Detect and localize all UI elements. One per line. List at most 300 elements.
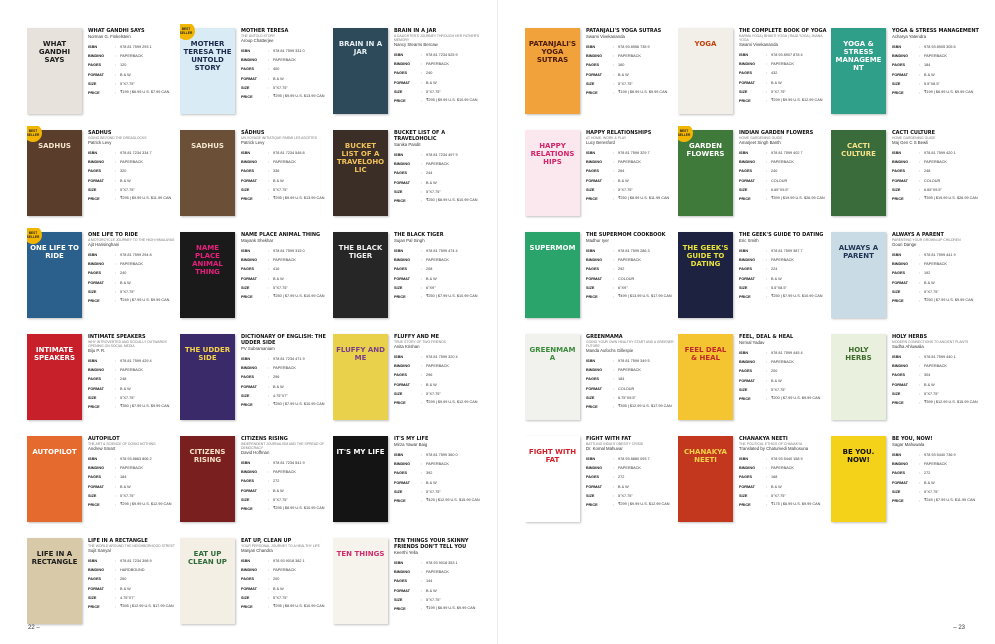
book-title: PATANJALI'S YOGA SUTRAS [586, 28, 662, 34]
spec-colon: : [115, 568, 117, 573]
book-entry [678, 432, 828, 532]
spec-label: ISBN [739, 351, 749, 355]
spec-value: 5"X7.75" [426, 489, 441, 494]
spec-colon: : [115, 72, 117, 77]
spec-label: FORMAT [241, 178, 257, 183]
cover-title: NAME PLACE ANIMAL THING [192, 244, 223, 276]
spec-colon: : [766, 276, 768, 281]
spec-binding [241, 364, 330, 373]
spec-price [241, 195, 330, 204]
spec-label: ISBN [739, 457, 749, 461]
spec-size [739, 386, 828, 395]
spec-label: ISBN [394, 453, 404, 457]
spec-colon: : [613, 258, 615, 263]
spec-colon: : [115, 299, 117, 304]
spec-label: FORMAT [394, 276, 410, 281]
book-title: IT'S MY LIFE [394, 436, 429, 442]
spec-value: 5"X7.75" [273, 85, 288, 90]
spec-colon: : [766, 53, 768, 57]
book-author: Aroup Chatterjee [241, 38, 274, 43]
book-cover [525, 436, 580, 522]
spec-format [394, 179, 483, 188]
spec-size [892, 288, 981, 297]
spec-label: SIZE [892, 81, 901, 86]
spec-label: BINDING [394, 364, 411, 369]
spec-colon: : [919, 197, 921, 202]
spec-value: 240 [771, 169, 778, 174]
spec-label: PAGES [241, 169, 255, 174]
book-info [82, 534, 177, 634]
book-title: CACTI CULTURE [892, 130, 936, 136]
spec-label: ISBN [394, 355, 404, 359]
spec-colon: : [268, 160, 270, 165]
spec-colon: : [613, 377, 615, 382]
cover-title: FIGHT WITH FAT [528, 448, 577, 464]
spec-price [394, 293, 483, 302]
spec-value: 224 [771, 267, 778, 272]
book-cover [180, 28, 235, 114]
book-author: Madhur Iyer [586, 238, 609, 243]
spec-colon: : [919, 471, 921, 476]
spec-colon: : [766, 187, 768, 192]
spec-colon: : [421, 373, 423, 378]
spec-price [739, 97, 828, 106]
book-entry [27, 534, 177, 634]
book-cover [180, 130, 235, 216]
spec-value: B & W [273, 488, 284, 493]
spec-pages [394, 469, 483, 478]
spec-label: PAGES [739, 369, 753, 374]
spec-isbn [892, 43, 981, 52]
spec-colon: : [766, 378, 768, 383]
cover-title: AUTOPILOT [32, 448, 77, 456]
spec-pages [739, 69, 828, 78]
spec-binding [586, 366, 675, 375]
book-entry [525, 126, 675, 226]
spec-value: 272 [273, 479, 280, 484]
spec-value: 160 [618, 63, 625, 68]
spec-binding [394, 362, 483, 371]
spec-label: PRICE [241, 295, 253, 300]
spec-value: ₹250 | $8.99 U.S. $11.99 CAN [618, 195, 670, 200]
spec-value: 978 93 8907 878 4 [771, 53, 803, 57]
spec-value: PAPERBACK [924, 160, 947, 165]
spec-value: ₹250 | $7.99 U.S. $9.99 CAN [924, 297, 974, 302]
spec-price [394, 97, 483, 106]
book-title: HOLY HERBS [892, 334, 928, 340]
spec-label: SIZE [394, 89, 403, 94]
spec-value: PAPERBACK [771, 258, 794, 263]
book-info [82, 228, 177, 328]
spec-value: 978 93 8905 305 6 [924, 45, 956, 49]
book-title: LIFE IN A RECTANGLE [88, 538, 148, 544]
spec-value: ₹250 | $7.99 U.S. $10.99 CAN [273, 293, 325, 298]
spec-label: FORMAT [394, 480, 410, 485]
spec-label: ISBN [241, 49, 251, 53]
spec-pages [586, 61, 675, 70]
spec-label: BINDING [739, 62, 756, 67]
spec-value: 272 [618, 475, 625, 480]
spec-colon: : [766, 197, 768, 202]
spec-colon: : [268, 197, 270, 202]
spec-colon: : [268, 403, 270, 408]
book-info [886, 126, 981, 226]
book-info [82, 432, 177, 532]
spec-value: COLOUR [771, 178, 788, 183]
spec-label: BINDING [892, 462, 909, 467]
spec-pages [241, 65, 330, 74]
spec-format [241, 177, 330, 186]
best-seller-badge: BEST SELLER [180, 24, 195, 40]
book-info [886, 228, 981, 328]
spec-price [739, 293, 828, 302]
spec-value: PAPERBACK [618, 258, 641, 263]
spec-isbn [892, 353, 981, 362]
book-cover [831, 436, 886, 522]
spec-label: PRICE [241, 95, 253, 100]
book-entry [831, 126, 981, 226]
spec-colon: : [766, 160, 768, 165]
spec-format [586, 177, 675, 186]
spec-value: 978 81 7599 294 8 [120, 253, 152, 257]
spec-value: ₹200 | $7.99 U.S. $9.99 CAN [771, 395, 821, 400]
spec-colon: : [766, 493, 768, 498]
spec-colon: : [268, 267, 270, 272]
spec-value: 320 [120, 169, 127, 174]
spec-format [88, 71, 177, 80]
book-info [388, 24, 483, 124]
spec-label: SIZE [586, 395, 595, 400]
spec-label: PRICE [586, 295, 598, 300]
spec-pages [241, 575, 330, 584]
spec-price [586, 501, 675, 510]
book-author: Maj Gen C S Bewli [892, 140, 929, 145]
spec-isbn [394, 353, 483, 362]
spec-label: FORMAT [586, 386, 602, 391]
spec-value: 6"X9" [426, 285, 436, 290]
book-entry [333, 534, 483, 634]
spec-value: ₹250 | $8.99 U.S. $10.99 CAN [426, 197, 478, 202]
book-subtitle: GOING YOUR OWN HEALTHY START AND A GREENER FUTURE [586, 340, 674, 348]
spec-colon: : [613, 197, 615, 202]
spec-colon: : [919, 81, 921, 86]
spec-label: PAGES [88, 63, 102, 68]
spec-value: 296 [273, 375, 280, 380]
spec-binding [88, 158, 177, 167]
spec-size [88, 594, 177, 603]
spec-colon: : [613, 359, 615, 363]
spec-colon: : [919, 289, 921, 294]
book-title: GREENMAMA [586, 334, 623, 340]
cover-title: GARDEN FLOWERS [686, 142, 725, 158]
spec-price [892, 399, 981, 408]
book-cover [333, 28, 388, 114]
spec-value: ₹250 | $7.99 U.S. $10.99 CAN [771, 293, 823, 298]
book-cover [525, 130, 580, 216]
book-title: ONE LIFE TO RIDE [88, 232, 138, 238]
spec-colon: : [919, 253, 921, 257]
spec-label: ISBN [892, 355, 902, 359]
spec-colon: : [766, 285, 768, 290]
spec-pages [88, 167, 177, 176]
book-author: Dr. Komal Mahuvar [586, 446, 623, 451]
spec-format [394, 381, 483, 390]
cover-title: INTIMATE SPEAKERS [33, 346, 75, 362]
spec-pages [394, 69, 483, 78]
spec-value: 184 [120, 475, 127, 480]
spec-value: ₹299 | $9.99 U.S. $12.99 CAN [618, 501, 670, 506]
spec-pages [892, 469, 981, 478]
spec-label: FORMAT [892, 178, 908, 183]
spec-binding [241, 256, 330, 265]
spec-value: PAPERBACK [426, 364, 449, 369]
spec-pages [88, 473, 177, 482]
spec-colon: : [613, 493, 615, 498]
spec-label: ISBN [892, 453, 902, 457]
spec-colon: : [766, 99, 768, 104]
spec-size [241, 284, 330, 293]
spec-label: ISBN [88, 559, 98, 563]
book-title: BRAIN IN A JAR [394, 28, 437, 34]
spec-value: ₹299 | $9.99 U.S. $12.99 CAN [771, 97, 823, 102]
cover-title: HAPPY RELATIONSHIPS [530, 142, 575, 166]
spec-value: ₹295 | $8.99 U.S. $10.99 CAN [273, 603, 325, 608]
book-subtitle: PARENTING YOUR GROWN-UP CHILDREN [892, 238, 961, 242]
spec-colon: : [115, 386, 117, 391]
spec-format [739, 79, 828, 88]
spec-value: 4.75"X7" [120, 595, 135, 600]
spec-label: PAGES [88, 377, 102, 382]
spec-colon: : [421, 489, 423, 494]
spec-colon: : [115, 405, 117, 410]
spec-size [394, 188, 483, 197]
book-entry [27, 126, 177, 226]
spec-colon: : [766, 466, 768, 471]
spec-label: PAGES [892, 169, 906, 174]
spec-value: B & W [273, 276, 284, 281]
spec-binding [586, 158, 675, 167]
spec-colon: : [766, 475, 768, 480]
spec-value: PAPERBACK [771, 360, 794, 365]
spec-size [88, 288, 177, 297]
spec-label: PAGES [892, 373, 906, 378]
spec-isbn [739, 149, 828, 158]
spec-isbn [241, 47, 330, 56]
spec-label: FORMAT [88, 386, 104, 391]
spec-binding [88, 366, 177, 375]
book-author: Nirmal Yadav [739, 340, 765, 345]
spec-label: SIZE [892, 489, 901, 494]
cover-title: TEN THINGS [336, 550, 385, 558]
spec-value: ₹250 | $7.99 U.S. $10.99 CAN [273, 401, 325, 406]
spec-format [394, 79, 483, 88]
spec-value: B & W [924, 280, 935, 285]
spec-value: PAPERBACK [618, 54, 641, 59]
spec-colon: : [268, 178, 270, 183]
spec-colon: : [919, 160, 921, 165]
book-title: TEN THINGS YOUR SKINNY FRIENDS DON'T TELL YOU [394, 538, 469, 550]
spec-price [394, 399, 483, 408]
book-entry [525, 432, 675, 532]
spec-label: BINDING [739, 466, 756, 471]
spec-pages [739, 265, 828, 274]
book-author: Norman G. Finkelstein [88, 34, 131, 39]
spec-label: PRICE [88, 605, 100, 610]
spec-value: ₹295 | $9.99 U.S. $13.99 CAN [273, 93, 325, 98]
spec-label: PRICE [394, 607, 406, 612]
spec-colon: : [268, 461, 270, 465]
spec-colon: : [613, 178, 615, 183]
spec-colon: : [613, 295, 615, 300]
spec-colon: : [421, 62, 423, 67]
spec-value: 978 81 7599 286 3 [618, 249, 650, 253]
spec-value: B & W [924, 72, 935, 77]
spec-colon: : [268, 276, 270, 281]
book-entry [678, 228, 828, 328]
spec-label: BINDING [586, 258, 603, 263]
book-cover [678, 436, 733, 522]
spec-colon: : [268, 605, 270, 610]
spec-label: SIZE [394, 391, 403, 396]
spec-colon: : [919, 373, 921, 378]
spec-label: SIZE [739, 493, 748, 498]
spec-value: ₹199 | $6.99 U.S. $9.99 CAN [618, 89, 668, 94]
spec-value: 5.5"X8.5" [771, 285, 787, 290]
book-info [580, 24, 675, 124]
spec-size [241, 496, 330, 505]
book-subtitle: AT HOME, WORK & PLAY [586, 136, 627, 140]
spec-label: BINDING [394, 570, 411, 575]
spec-label: ISBN [88, 45, 98, 49]
spec-value: 978 93 8956 735 9 [618, 45, 650, 49]
spec-value: B & W [120, 586, 131, 591]
book-author: Manda Aufochs Gillespie [586, 348, 634, 353]
spec-label: BINDING [394, 62, 411, 67]
cover-title: IT'S MY LIFE [336, 448, 385, 456]
spec-isbn [739, 51, 828, 60]
spec-colon: : [919, 299, 921, 304]
spec-colon: : [115, 359, 117, 363]
spec-binding [241, 468, 330, 477]
spec-colon: : [268, 67, 270, 72]
spec-value: PAPERBACK [120, 368, 143, 373]
spec-colon: : [115, 81, 117, 86]
spec-colon: : [115, 395, 117, 400]
book-cover [831, 334, 886, 420]
spec-value: PAPERBACK [924, 462, 947, 467]
book-info [388, 228, 483, 328]
spec-binding [394, 60, 483, 69]
book-subtitle: BATTLING INDIA'S OBESITY CRISIS [586, 442, 644, 446]
spec-value: ₹175 | $6.99 U.S. $9.99 CAN [771, 501, 821, 506]
spec-label: FORMAT [739, 378, 755, 383]
book-info [388, 126, 483, 226]
cover-title: YOGA [694, 40, 717, 48]
spec-label: PRICE [88, 503, 100, 508]
spec-isbn [892, 451, 981, 460]
spec-binding [586, 52, 675, 61]
book-entry [180, 534, 330, 634]
spec-value: COLOUR [618, 276, 635, 281]
spec-price [241, 603, 330, 612]
spec-label: ISBN [586, 359, 596, 363]
spec-label: FORMAT [892, 480, 908, 485]
spec-colon: : [115, 54, 117, 59]
spec-binding [892, 158, 981, 167]
spec-label: PRICE [586, 197, 598, 202]
book-entry [525, 24, 675, 124]
spec-colon: : [115, 271, 117, 276]
spec-colon: : [613, 91, 615, 96]
spec-colon: : [268, 586, 270, 591]
spec-value: 5"X7.75" [120, 289, 135, 294]
spec-label: ISBN [394, 53, 404, 57]
spec-label: PAGES [394, 267, 408, 272]
spec-value: ₹250 | $7.99 U.S. $10.99 CAN [426, 293, 478, 298]
spec-value: 296 [426, 373, 433, 378]
spec-value: 200 [273, 577, 280, 582]
spec-label: ISBN [241, 461, 251, 465]
cover-title: FEEL DEAL & HEAL [684, 346, 727, 362]
spec-price [586, 89, 675, 98]
spec-value: B & W [618, 72, 629, 77]
right-page [498, 0, 995, 644]
spec-label: PAGES [88, 271, 102, 276]
spec-label: PAGES [586, 377, 600, 382]
spec-value: 5.5"X8.5" [924, 81, 940, 86]
spec-colon: : [115, 493, 117, 498]
spec-value: 272 [924, 471, 931, 476]
spec-label: PAGES [739, 267, 753, 272]
book-cover [678, 130, 733, 216]
spec-price [394, 197, 483, 206]
spec-colon: : [115, 595, 117, 600]
spec-label: FORMAT [88, 178, 104, 183]
spec-colon: : [919, 280, 921, 285]
spec-label: PRICE [394, 99, 406, 104]
spec-isbn [394, 51, 483, 60]
spec-value: ₹499 | $13.99 U.S. $17.99 CAN [618, 293, 672, 298]
spec-value: PAPERBACK [273, 160, 296, 165]
spec-size [586, 394, 675, 403]
spec-value: 978 93 9018 353 1 [426, 561, 458, 565]
spec-format [394, 587, 483, 596]
spec-format [892, 479, 981, 488]
spec-isbn [241, 459, 330, 468]
spec-label: BINDING [88, 368, 105, 373]
spec-label: PRICE [241, 507, 253, 512]
spec-isbn [892, 251, 981, 260]
spec-pages [241, 477, 330, 486]
book-title: INDIAN GARDEN FLOWERS [739, 130, 814, 136]
spec-colon: : [115, 457, 117, 461]
spec-price [241, 293, 330, 302]
spec-value: 5"X7.75" [273, 285, 288, 290]
book-title: EAT UP, CLEAN UP [241, 538, 292, 544]
book-title: MOTHER TERESA [241, 28, 289, 34]
spec-value: 978 81 7599 420 1 [924, 151, 956, 155]
spec-colon: : [421, 480, 423, 485]
cover-title: THE BLACK TIGER [338, 244, 383, 260]
spec-value: B & W [426, 80, 437, 85]
spec-value: 978 81 7599 402 7 [771, 151, 803, 155]
book-author: Keerthi Yella [394, 550, 418, 555]
spec-value: 416 [273, 267, 280, 272]
spec-value: B & W [426, 276, 437, 281]
spec-value: B & W [426, 480, 437, 485]
book-subtitle: WHY INTROVERTED AND SOCIALLY OUTWARDS OPENING ON SOCIAL MEDIA [88, 340, 167, 348]
spec-colon: : [919, 91, 921, 96]
